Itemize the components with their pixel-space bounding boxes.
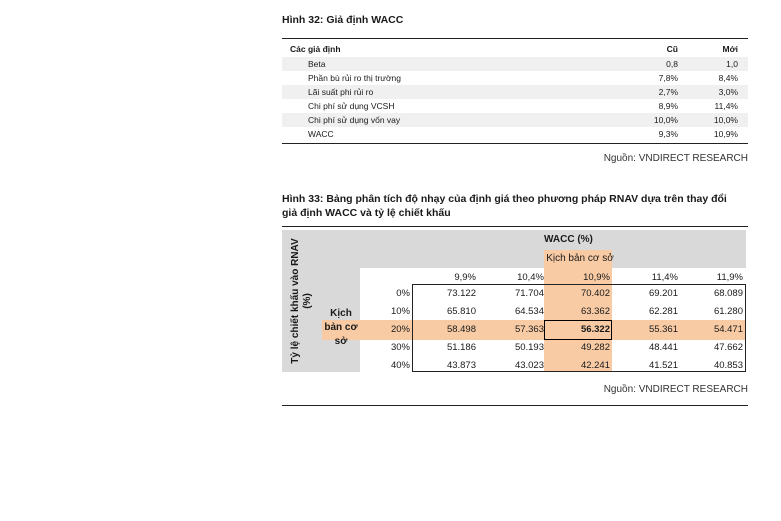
- sensitivity-value: 70.402: [580, 288, 610, 299]
- wacc-header: 10,9%: [583, 272, 610, 283]
- row-base-label: [322, 307, 360, 349]
- fig32-top-rule: [282, 38, 748, 39]
- header-old: Cũ: [666, 44, 678, 54]
- fig33-bottom-rule: [282, 405, 748, 406]
- sensitivity-value: 65.810: [446, 306, 476, 317]
- row-new: 10,9%: [713, 129, 738, 139]
- col-base-label: Kịch bản cơ sở: [546, 253, 614, 264]
- sensitivity-value: 43.873: [446, 360, 476, 371]
- sensitivity-value: 63.362: [580, 306, 610, 317]
- sensitivity-value: 64.534: [514, 306, 544, 317]
- sensitivity-value: 48.441: [648, 342, 678, 353]
- row-new: 3,0%: [718, 87, 738, 97]
- row-old: 8,9%: [658, 101, 678, 111]
- fig32-title: Hình 32: Giả định WACC: [282, 14, 404, 26]
- table-row: [282, 85, 748, 99]
- row-label: Lãi suất phi rủi ro: [308, 87, 374, 97]
- fig33-title-line2: giả định WACC và tỷ lệ chiết khấu: [282, 207, 451, 219]
- sensitivity-value: 73.122: [446, 288, 476, 299]
- discount-header: 30%: [390, 342, 410, 353]
- sensitivity-value: 42.241: [580, 360, 610, 371]
- row-group-text: Tỷ lệ chiết khấu vào RNAV (%): [290, 238, 313, 364]
- row-base-line3: sở: [334, 336, 348, 347]
- wacc-header: 11,4%: [651, 272, 678, 283]
- row-old: 0,8: [666, 59, 678, 69]
- row-new: 8,4%: [718, 73, 738, 83]
- header-new: Mới: [722, 44, 738, 54]
- fig33-source: Nguồn: VNDIRECT RESEARCH: [603, 384, 748, 395]
- sensitivity-value: 49.282: [580, 342, 610, 353]
- row-new: 11,4%: [714, 101, 738, 111]
- row-label: Chi phí sử dụng vốn vay: [308, 115, 401, 125]
- sensitivity-value: 41.521: [648, 360, 678, 371]
- fig33-top-rule: [282, 226, 748, 227]
- wacc-assumption-table: [282, 42, 748, 141]
- table-row: [282, 57, 748, 71]
- discount-header: 40%: [390, 360, 410, 371]
- table-row: [282, 127, 748, 141]
- sensitivity-value: 43.023: [514, 360, 544, 371]
- wacc-header: 10,4%: [517, 272, 544, 283]
- sensitivity-value: 69.201: [648, 288, 678, 299]
- table-row: [282, 71, 748, 85]
- sensitivity-value: 61.280: [713, 306, 743, 317]
- row-new: 10,0%: [713, 115, 738, 125]
- sensitivity-value: 40.853: [713, 360, 743, 371]
- row-group-label: [282, 230, 322, 372]
- row-new: 1,0: [726, 59, 738, 69]
- fig32-source: Nguồn: VNDIRECT RESEARCH: [603, 153, 748, 164]
- sensitivity-value: 57.363: [514, 324, 544, 335]
- row-base-line1: Kịch: [330, 308, 352, 319]
- discount-header: 20%: [390, 324, 410, 335]
- row-old: 2,7%: [658, 87, 678, 97]
- base-case-value: 56.322: [580, 324, 610, 335]
- discount-header: 10%: [390, 306, 410, 317]
- sensitivity-value: 58.498: [446, 324, 476, 335]
- row-old: 10,0%: [653, 115, 678, 125]
- fig33-title-line1: Hình 33: Bảng phân tích độ nhạy của định giá theo phương pháp RNAV dựa trên thay đổi: [282, 193, 727, 205]
- sensitivity-value: 71.704: [514, 288, 544, 299]
- table-header: [282, 42, 748, 57]
- row-label: WACC: [308, 129, 334, 139]
- sensitivity-value: 50.193: [514, 342, 544, 353]
- row-old: 7,8%: [658, 73, 678, 83]
- header-assumptions: Các giả định: [290, 44, 341, 54]
- sensitivity-value: 68.089: [713, 288, 743, 299]
- sensitivity-value: 51.186: [446, 342, 476, 353]
- row-label: Beta: [308, 59, 326, 69]
- wacc-header: 9,9%: [454, 272, 476, 283]
- row-base-line2: bản cơ: [324, 322, 358, 333]
- col-group-header-bg: [322, 230, 746, 250]
- col-group-label: WACC (%): [544, 234, 593, 245]
- row-old: 9,3%: [658, 129, 678, 139]
- row-label: Chi phí sử dụng VCSH: [308, 101, 395, 111]
- sensitivity-value: 47.662: [713, 342, 743, 353]
- wacc-header: 11,9%: [716, 272, 743, 283]
- sensitivity-value: 54.471: [713, 324, 743, 335]
- fig32-bottom-rule: [282, 143, 748, 144]
- sensitivity-value: 62.281: [648, 306, 678, 317]
- row-label: Phần bù rủi ro thị trường: [308, 73, 402, 83]
- discount-header: 0%: [396, 288, 410, 299]
- sensitivity-value: 55.361: [648, 324, 678, 335]
- table-row: [282, 113, 748, 127]
- table-row: [282, 99, 748, 113]
